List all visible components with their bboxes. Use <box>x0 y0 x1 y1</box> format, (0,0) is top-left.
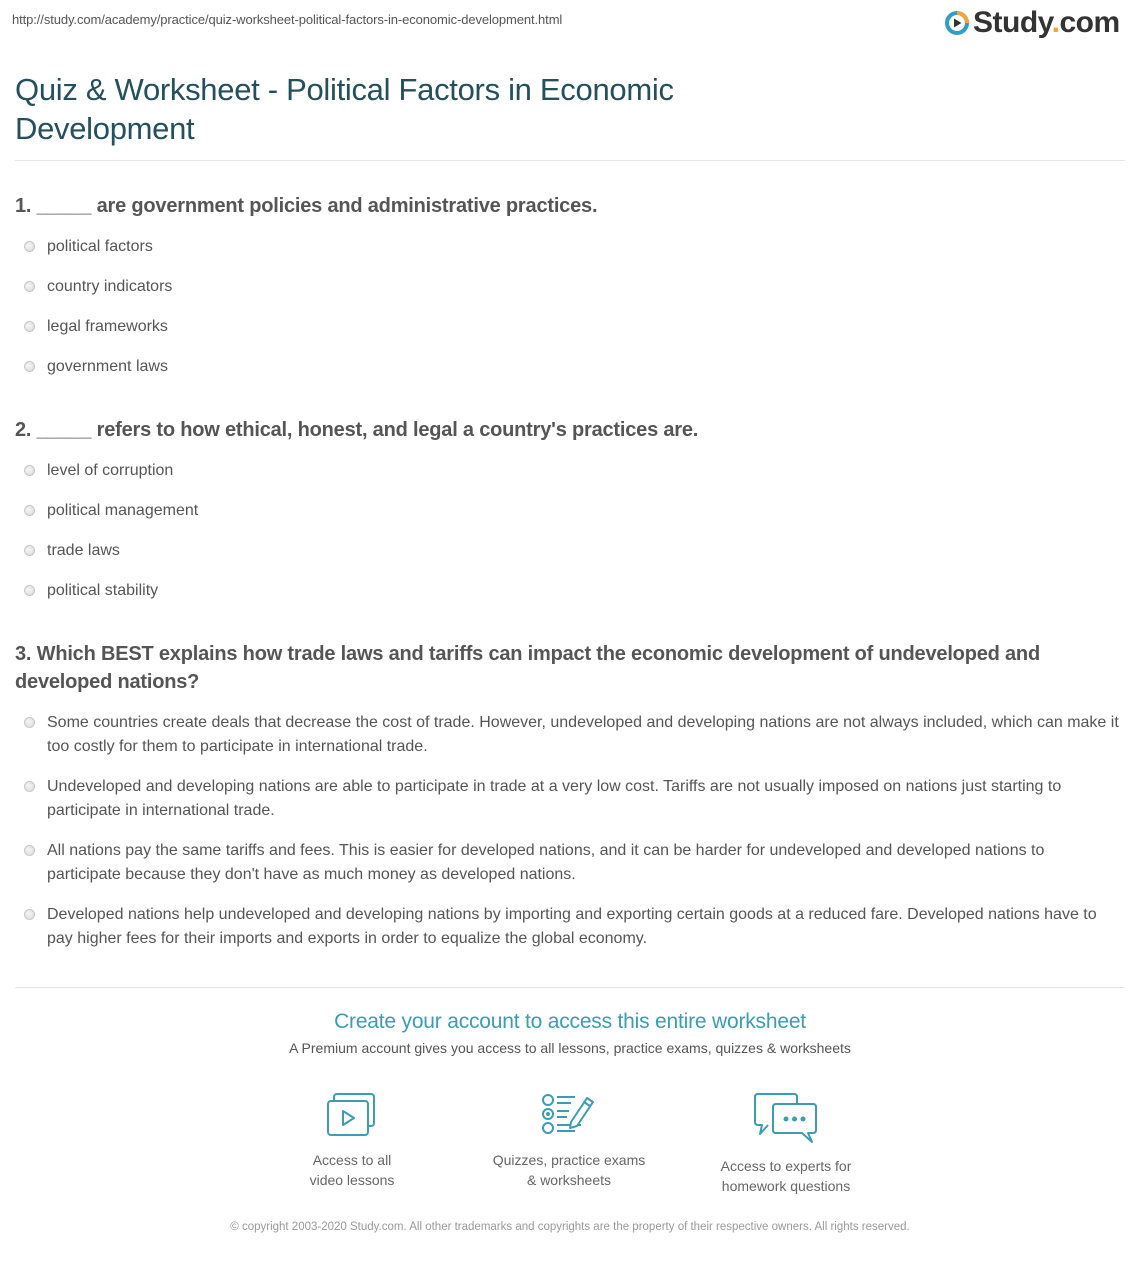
radio-button[interactable] <box>24 909 35 920</box>
question-text: 1. _____ are government policies and administrative practices. <box>15 195 598 217</box>
answer-option[interactable]: All nations pay the same tariffs and fees. This is easier for developed nations, and it can be harder for undeveloped and developed nations to participate because they don't have as much money as developed nations. <box>15 839 1122 887</box>
radio-button[interactable] <box>24 845 35 856</box>
radio-button[interactable] <box>24 781 35 792</box>
answer-option[interactable]: political management <box>15 499 198 523</box>
question-text: 2. _____ refers to how ethical, honest, and legal a country's practices are. <box>15 419 699 441</box>
radio-button[interactable] <box>24 585 35 596</box>
question-text: 3. Which BEST explains how trade laws and tariffs can impact the economic development of undeveloped and developed nations? <box>15 643 1040 693</box>
header-divider <box>15 160 1125 161</box>
feature-label: Access to all video lessons <box>309 1152 395 1188</box>
answer-option[interactable]: country indicators <box>15 275 172 299</box>
radio-button[interactable] <box>24 505 35 516</box>
answer-option[interactable]: political stability <box>15 579 158 603</box>
content-divider <box>15 987 1125 988</box>
question-2 <box>15 416 1120 599</box>
answer-option[interactable]: trade laws <box>15 539 120 563</box>
radio-button[interactable] <box>24 465 35 476</box>
feature-video-lessons <box>252 1092 452 1190</box>
radio-button[interactable] <box>24 241 35 252</box>
radio-button[interactable] <box>24 281 35 292</box>
premium-description: A Premium account gives you access to all lessons, practice exams, quizzes & worksheets <box>289 1040 851 1056</box>
radio-button[interactable] <box>24 361 35 372</box>
video-lessons-icon <box>252 1092 452 1138</box>
quiz-worksheet-icon <box>469 1092 669 1138</box>
copyright-notice: © copyright 2003-2020 Study.com. All other trademarks and copyrights are the property of their respective owners. All rights reserved. <box>230 1221 910 1233</box>
answer-option[interactable]: Developed nations help undeveloped and developing nations by importing and exporting certain goods at a reduced fare. Developed nations have to pay higher fees for their imports and exports in order to equalize the global economy. <box>15 903 1122 951</box>
page-url: http://study.com/academy/practice/quiz-worksheet-political-factors-in-economic-development.html <box>12 12 563 27</box>
question-1 <box>15 192 1120 375</box>
play-circle-logo-icon <box>944 10 970 36</box>
feature-label: Quizzes, practice exams & worksheets <box>492 1152 646 1188</box>
answer-option[interactable]: level of corruption <box>15 459 173 483</box>
question-3 <box>15 640 1120 947</box>
feature-quizzes <box>469 1092 669 1190</box>
answer-option[interactable]: Some countries create deals that decrease the cost of trade. However, undeveloped and developing nations are not always included, which can make it too costly for them to participate in international trade. <box>15 711 1122 759</box>
answer-option[interactable]: Undeveloped and developing nations are able to participate in trade at a very low cost. Tariffs are not usually imposed on nations just starting to participate in international trade. <box>15 775 1122 823</box>
answer-option[interactable]: political factors <box>15 235 153 259</box>
study-com-logo[interactable] <box>944 8 1120 38</box>
radio-button[interactable] <box>24 717 35 728</box>
answer-option[interactable]: legal frameworks <box>15 315 168 339</box>
logo-wordmark: Study.com <box>973 6 1120 39</box>
radio-button[interactable] <box>24 545 35 556</box>
feature-experts <box>686 1092 886 1196</box>
answer-option[interactable]: government laws <box>15 355 168 379</box>
expert-chat-icon <box>686 1092 886 1144</box>
radio-button[interactable] <box>24 321 35 332</box>
page-title: Quiz & Worksheet - Political Factors in Economic Development <box>15 72 674 146</box>
feature-label: Access to experts for homework questions <box>720 1158 852 1194</box>
create-account-link[interactable]: Create your account to access this entire worksheet <box>334 1010 806 1033</box>
